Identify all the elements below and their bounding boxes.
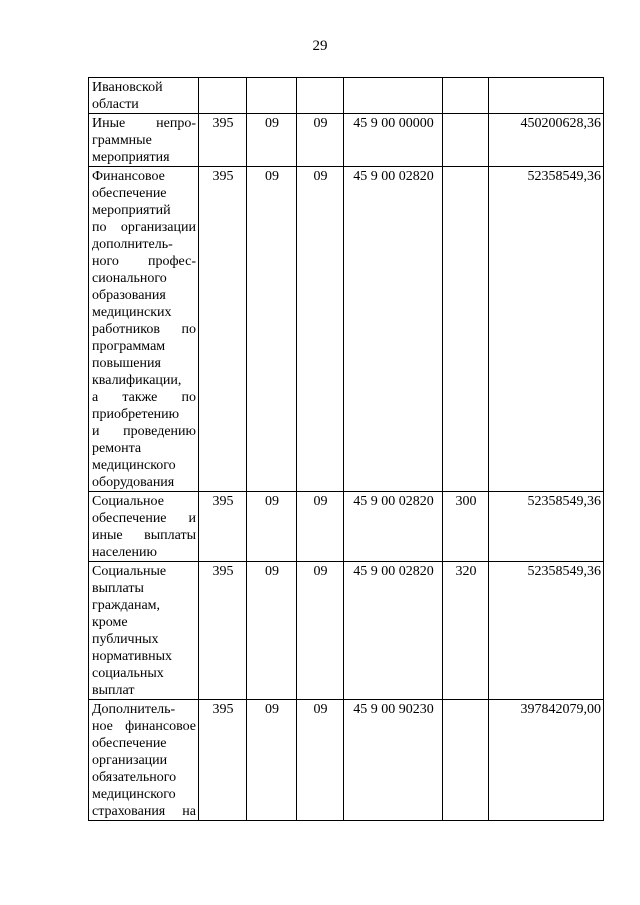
name-line: обеспечение — [92, 736, 167, 751]
table-row — [89, 700, 604, 821]
cell-gr: 395 — [199, 114, 247, 167]
name-line: образования — [92, 288, 166, 303]
name-line: мероприятия — [92, 150, 170, 165]
name-line: выплаты — [92, 581, 144, 596]
name-line: граммные — [92, 133, 152, 148]
table-row — [89, 167, 604, 492]
cell-gr: 395 — [199, 562, 247, 700]
name-line: сионального — [92, 271, 167, 286]
name-line: области — [92, 97, 139, 112]
table-row — [89, 562, 604, 700]
name-line: Финансовое — [92, 169, 165, 184]
cell-gr — [199, 78, 247, 114]
name-line: Дополнитель- — [92, 702, 176, 717]
cell-rz: 09 — [247, 562, 297, 700]
name-line: социальных — [92, 666, 164, 681]
name-line: дополнитель- — [92, 237, 173, 252]
name-line: медицинских — [92, 305, 172, 320]
cell-name — [89, 78, 199, 114]
name-line: организации — [92, 753, 168, 768]
name-line: медицинского — [92, 787, 176, 802]
cell-gr: 395 — [199, 700, 247, 821]
name-line: а также по — [92, 390, 196, 405]
name-line: работников по — [92, 322, 196, 337]
name-line: публичных — [92, 632, 159, 647]
name-line: Социальное — [92, 494, 164, 509]
page-number: 29 — [312, 38, 328, 54]
name-line: страхования на — [92, 804, 196, 819]
cell-vr — [443, 167, 489, 492]
name-line: иные выплаты — [92, 528, 196, 543]
cell-csr: 45 9 00 90230 — [344, 700, 443, 821]
name-line: ного профес- — [92, 254, 196, 269]
cell-csr: 45 9 00 02820 — [344, 562, 443, 700]
cell-sum: 450200628,36 — [489, 114, 604, 167]
cell-pr: 09 — [297, 114, 344, 167]
cell-name — [89, 167, 199, 492]
cell-sum — [489, 78, 604, 114]
name-line: по организации — [92, 220, 196, 235]
budget-table — [88, 77, 604, 821]
name-line: населению — [92, 545, 157, 560]
name-line: выплат — [92, 683, 135, 698]
cell-csr — [344, 78, 443, 114]
name-line: программам — [92, 339, 166, 354]
name-line: Социальные — [92, 564, 167, 579]
name-line: приобретению — [92, 407, 180, 422]
cell-rz: 09 — [247, 492, 297, 562]
cell-name — [89, 700, 199, 821]
name-line: повышения — [92, 356, 161, 371]
cell-pr — [297, 78, 344, 114]
cell-name — [89, 114, 199, 167]
cell-gr: 395 — [199, 492, 247, 562]
cell-vr: 320 — [443, 562, 489, 700]
cell-rz — [247, 78, 297, 114]
cell-csr: 45 9 00 00000 — [344, 114, 443, 167]
name-line: Иные непро- — [92, 116, 196, 131]
name-line: мероприятий — [92, 203, 171, 218]
name-line: Ивановской — [92, 80, 163, 95]
cell-sum: 52358549,36 — [489, 167, 604, 492]
name-line: обеспечение — [92, 186, 167, 201]
name-line: обеспечение и — [92, 511, 196, 526]
name-line: квалификации, — [92, 373, 182, 388]
cell-name — [89, 562, 199, 700]
cell-vr — [443, 78, 489, 114]
cell-pr: 09 — [297, 700, 344, 821]
name-line: нормативных — [92, 649, 173, 664]
cell-rz: 09 — [247, 167, 297, 492]
name-line: гражданам, — [92, 598, 161, 613]
name-line: оборудования — [92, 475, 175, 490]
cell-rz: 09 — [247, 114, 297, 167]
cell-gr: 395 — [199, 167, 247, 492]
cell-pr: 09 — [297, 562, 344, 700]
name-line: ное финансовое — [92, 719, 196, 734]
cell-csr: 45 9 00 02820 — [344, 492, 443, 562]
cell-rz: 09 — [247, 700, 297, 821]
cell-sum: 397842079,00 — [489, 700, 604, 821]
table-row — [89, 78, 604, 114]
cell-csr: 45 9 00 02820 — [344, 167, 443, 492]
cell-sum: 52358549,36 — [489, 492, 604, 562]
cell-sum: 52358549,36 — [489, 562, 604, 700]
name-line: ремонта — [92, 441, 142, 456]
cell-pr: 09 — [297, 492, 344, 562]
cell-pr: 09 — [297, 167, 344, 492]
table-row — [89, 492, 604, 562]
table-row — [89, 114, 604, 167]
cell-vr: 300 — [443, 492, 489, 562]
name-line: медицинского — [92, 458, 176, 473]
name-line: кроме — [92, 615, 128, 630]
cell-vr — [443, 700, 489, 821]
cell-name — [89, 492, 199, 562]
name-line: и проведению — [92, 424, 196, 439]
name-line: обязательного — [92, 770, 177, 785]
cell-vr — [443, 114, 489, 167]
